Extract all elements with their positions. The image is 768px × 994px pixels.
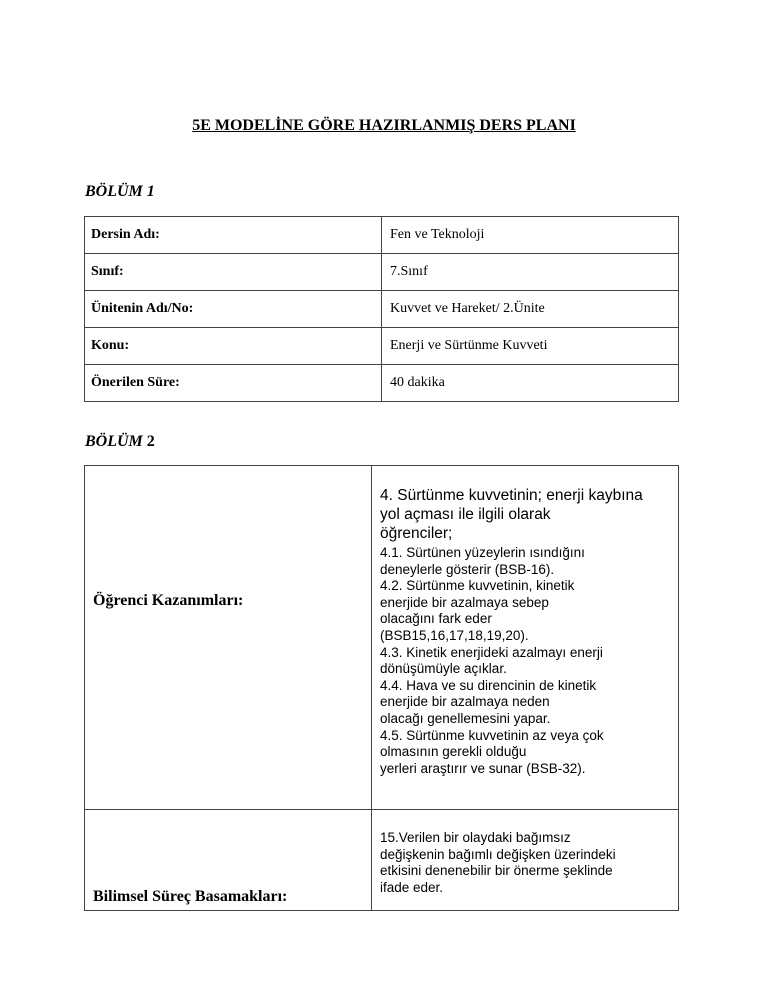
objective-line: enerjide bir azalmaya neden [380, 694, 550, 710]
section-2-heading-word: BÖLÜM [85, 433, 143, 450]
row-value: 40 dakika [382, 365, 679, 402]
row-label: Önerilen Süre: [85, 365, 382, 402]
section-2-heading [85, 433, 155, 451]
row-value: 7.Sınıf [382, 254, 679, 291]
objectives-lead-line: yol açması ile ilgili olarak [380, 506, 551, 523]
objectives-lead-line: öğrenciler; [380, 525, 453, 542]
table-row [85, 810, 679, 911]
table-row [85, 254, 679, 291]
section-1-heading-number: 1 [146, 183, 155, 200]
objective-line: (BSB15,16,17,18,19,20). [380, 627, 529, 643]
row-label: Ünitenin Adı/No: [85, 291, 382, 328]
objective-line: olacağını fark eder [380, 611, 492, 627]
table-row [85, 217, 679, 254]
table-row [85, 291, 679, 328]
objective-line: 4.5. Sürtünme kuvvetinin az veya çok [380, 727, 604, 743]
row-value: Enerji ve Sürtünme Kuvveti [382, 328, 679, 365]
objectives-label: Öğrenci Kazanımları: [93, 592, 244, 609]
objective-line: 4.4. Hava ve su direncinin de kinetik [380, 677, 597, 693]
objectives-label-cell [85, 466, 372, 810]
row-value: Fen ve Teknoloji [382, 217, 679, 254]
objective-line: deneylerle gösterir (BSB-16). [380, 561, 555, 577]
objectives-lead [380, 486, 672, 543]
objective-line: 4.1. Sürtünen yüzeylerin ısındığını [380, 545, 585, 560]
table-row [85, 328, 679, 365]
objective-line: enerjide bir azalmaya sebep [380, 594, 549, 610]
objectives-table [84, 465, 679, 911]
objective-line: olacağı genellemesini yapar. [380, 710, 551, 726]
row-value: Kuvvet ve Hareket/ 2.Ünite [382, 291, 679, 328]
process-line: ifade eder. [380, 879, 444, 895]
process-line: 15.Verilen bir olaydaki bağımsız [380, 830, 571, 845]
process-line: değişkenin bağımlı değişken üzerindeki [380, 846, 616, 862]
table-row [85, 466, 679, 810]
section-1-heading-word: BÖLÜM [85, 183, 143, 200]
row-label: Dersin Adı: [85, 217, 382, 254]
section-2-heading-number: 2 [146, 433, 155, 450]
process-label: Bilimsel Süreç Basamakları: [93, 888, 288, 905]
row-label: Sınıf: [85, 254, 382, 291]
process-line: etkisini denenebilir bir önerme şeklinde [380, 863, 613, 879]
objectives-content [372, 466, 679, 810]
objective-line: yerleri araştırır ve sunar (BSB-32). [380, 760, 586, 776]
objective-line: olmasının gerekli olduğu [380, 744, 527, 760]
objective-line: 4.2. Sürtünme kuvvetinin, kinetik [380, 578, 575, 594]
table-row [85, 365, 679, 402]
objectives-lead-line: 4. Sürtünme kuvvetinin; enerji kaybına [380, 487, 643, 504]
process-content [372, 810, 679, 911]
document-title: 5E MODELİNE GÖRE HAZIRLANMIŞ DERS PLANI [192, 117, 576, 134]
objective-line: 4.3. Kinetik enerjideki azalmayı enerji [380, 644, 603, 660]
section-1-heading [85, 183, 155, 201]
row-label: Konu: [85, 328, 382, 365]
lesson-info-table [84, 216, 679, 402]
process-label-cell [85, 810, 372, 911]
objective-line: dönüşümüyle açıklar. [380, 661, 507, 677]
